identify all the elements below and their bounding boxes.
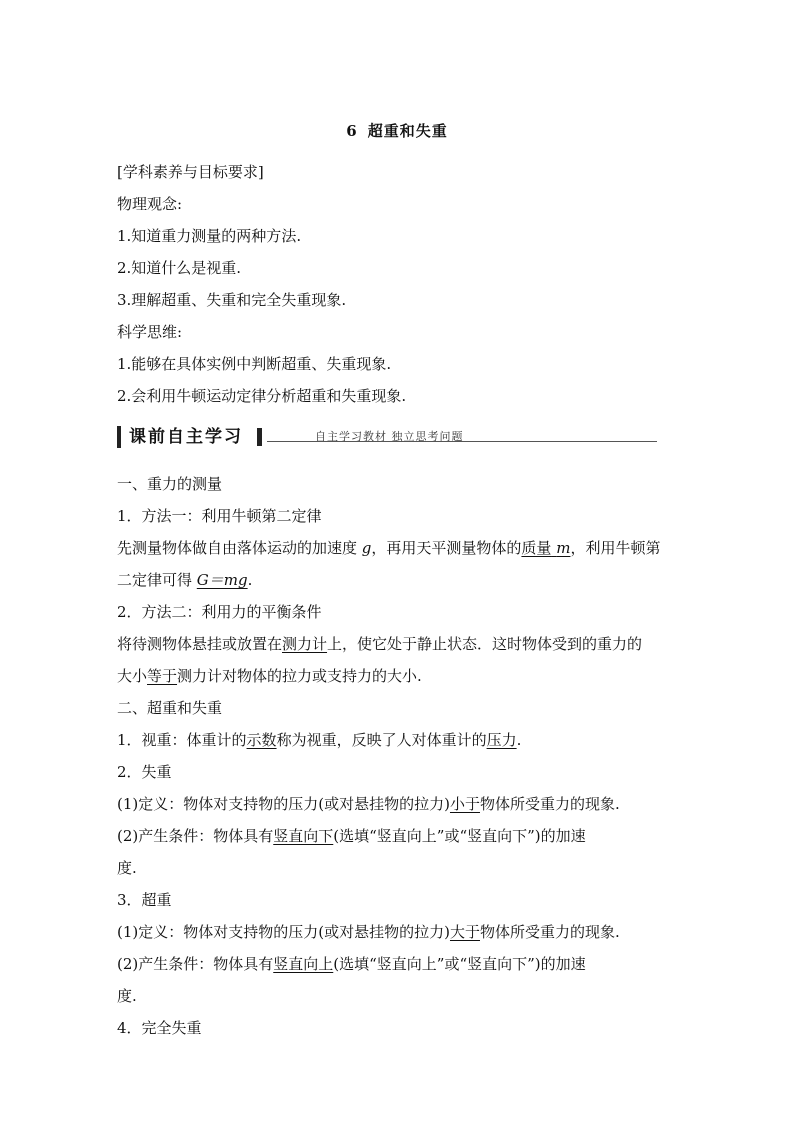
physics-concept-label: 物理观念:	[117, 195, 183, 213]
objective-item: 1.知道重力测量的两种方法.	[117, 227, 302, 245]
overweight-definition: (1)定义：物体对支持物的压力(或对悬挂物的拉力)大于物体所受重力的现象.	[117, 923, 620, 941]
answer-blank: 竖直向上	[273, 955, 334, 973]
overweight-condition-cont: 度.	[117, 987, 137, 1005]
scientific-thinking-label: 科学思维:	[117, 323, 183, 341]
answer-blank: 等于	[147, 667, 178, 685]
objectives-heading: [学科素养与目标要求]	[117, 163, 264, 181]
answer-blank: 竖直向下	[273, 827, 334, 845]
banner-tag: 课前自主学习	[117, 426, 263, 448]
answer-blank: 测力计	[282, 635, 328, 653]
weightlessness-condition-cont: 度.	[117, 859, 137, 877]
lesson-title: 超重和失重	[367, 122, 448, 140]
method-one-text-cont: 二定律可得 G＝mg.	[117, 571, 253, 589]
weightlessness-title: 2．失重	[117, 763, 172, 781]
objective-item: 3.理解超重、失重和完全失重现象.	[117, 291, 347, 309]
objective-item: 1.能够在具体实例中判断超重、失重现象.	[117, 355, 392, 373]
answer-blank: G＝mg	[196, 571, 248, 589]
objective-item: 2.知道什么是视重.	[117, 259, 242, 277]
complete-weightlessness-title: 4．完全失重	[117, 1019, 202, 1037]
method-two-text: 将待测物体悬挂或放置在测力计上，使它处于静止状态．这时物体受到的重力的	[117, 635, 643, 653]
objectives-section	[117, 156, 687, 412]
section-heading: 一、重力的测量	[117, 475, 223, 493]
method-two-text-cont: 大小等于测力计对物体的拉力或支持力的大小.	[117, 667, 422, 685]
banner-subtitle: 自主学习教材 独立思考问题	[315, 430, 464, 443]
method-one-title: 1．方法一：利用牛顿第二定律	[117, 507, 322, 525]
apparent-weight-text: 1．视重：体重计的示数称为视重，反映了人对体重计的压力.	[117, 731, 522, 749]
objective-item: 2.会利用牛顿运动定律分析超重和失重现象.	[117, 387, 407, 405]
answer-blank: 小于	[449, 795, 480, 813]
weightlessness-condition: (2)产生条件：物体具有竖直向下(选填“竖直向上”或“竖直向下”)的加速	[117, 827, 586, 845]
overweight-title: 3．超重	[117, 891, 172, 909]
method-one-text: 先测量物体做自由落体运动的加速度 g，再用天平测量物体的质量 m，利用牛顿第	[117, 539, 661, 557]
banner-rule	[267, 441, 657, 442]
banner-divider	[257, 428, 262, 446]
section-heading: 二、超重和失重	[117, 699, 223, 717]
answer-blank: 大于	[449, 923, 480, 941]
study-content	[117, 468, 687, 1044]
method-two-title: 2．方法二：利用力的平衡条件	[117, 603, 322, 621]
overweight-condition: (2)产生条件：物体具有竖直向上(选填“竖直向上”或“竖直向下”)的加速	[117, 955, 586, 973]
page-title	[0, 120, 794, 141]
lesson-number: 6	[346, 122, 358, 140]
answer-blank: 质量 m	[521, 539, 571, 557]
weightlessness-definition: (1)定义：物体对支持物的压力(或对悬挂物的拉力)小于物体所受重力的现象.	[117, 795, 620, 813]
answer-blank: 压力	[486, 731, 517, 749]
answer-blank: 示数	[246, 731, 277, 749]
section-banner	[117, 426, 657, 448]
